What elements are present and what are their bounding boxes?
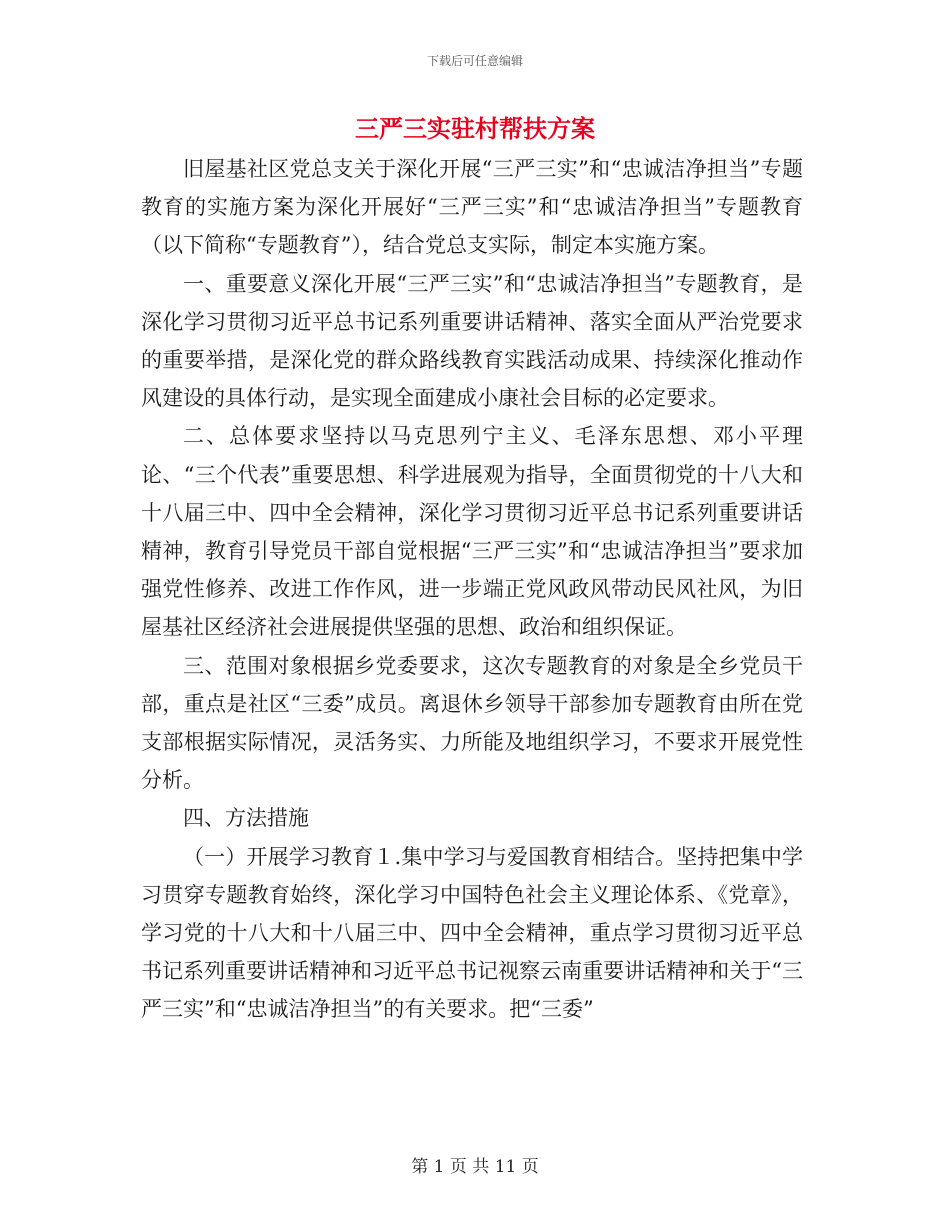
paragraph-study: （一）开展学习教育１.集中学习与爱国教育相结合。坚持把集中学习贯穿专题教育始终，深化学习中国特色社会主义理论体系、《党章》，学习党的十八大和十八届三中、四中全会精神，重点学习贯彻习近平总书记系列重要讲话精神和习近平总书记视察云南重要讲话精神和关于“三严三实”和“忠诚洁净担当”的有关要求。把“三委” [141,844,803,1022]
page-number: 第 1 页 共 11 页 [411,1157,539,1177]
document-body [141,150,803,1029]
paragraph-methods-heading: 四、方法措施 [183,806,309,831]
paragraph-intro: 旧屋基社区党总支关于深化开展“三严三实”和“忠诚洁净担当”专题教育的实施方案为深化开展好“三严三实”和“忠诚洁净担当”专题教育（以下简称“专题教育”），结合党总支实际，制定本实施方案。 [141,157,803,258]
paragraph-scope: 三、范围对象根据乡党委要求，这次专题教育的对象是全乡党员干部，重点是社区“三委”成员。离退休乡领导干部参加专题教育由所在党支部根据实际情况，灵活务实、力所能及地组织学习，不要求开展党性分析。 [141,653,803,793]
document-title: 三严三实驻村帮扶方案 [355,114,595,143]
paragraph-requirements: 二、总体要求坚持以马克思列宁主义、毛泽东思想、邓小平理论、“三个代表”重要思想、科学进展观为指导，全面贯彻党的十八大和十八届三中、四中全会精神，深化学习贯彻习近平总书记系列重要讲话精神，教育引导党员干部自觉根据“三严三实”和“忠诚洁净担当”要求加强党性修养、改进工作作风，进一步端正党风政风带动民风社风，为旧屋基社区经济社会进展提供坚强的思想、政治和组织保证。 [141,424,803,640]
page-header-note: 下载后可任意编辑 [426,54,523,68]
paragraph-significance: 一、重要意义深化开展“三严三实”和“忠诚洁净担当”专题教育，是深化学习贯彻习近平总书记系列重要讲话精神、落实全面从严治党要求的重要举措，是深化党的群众路线教育实践活动成果、持续深化推动作风建设的具体行动，是实现全面建成小康社会目标的必定要求。 [141,271,803,411]
